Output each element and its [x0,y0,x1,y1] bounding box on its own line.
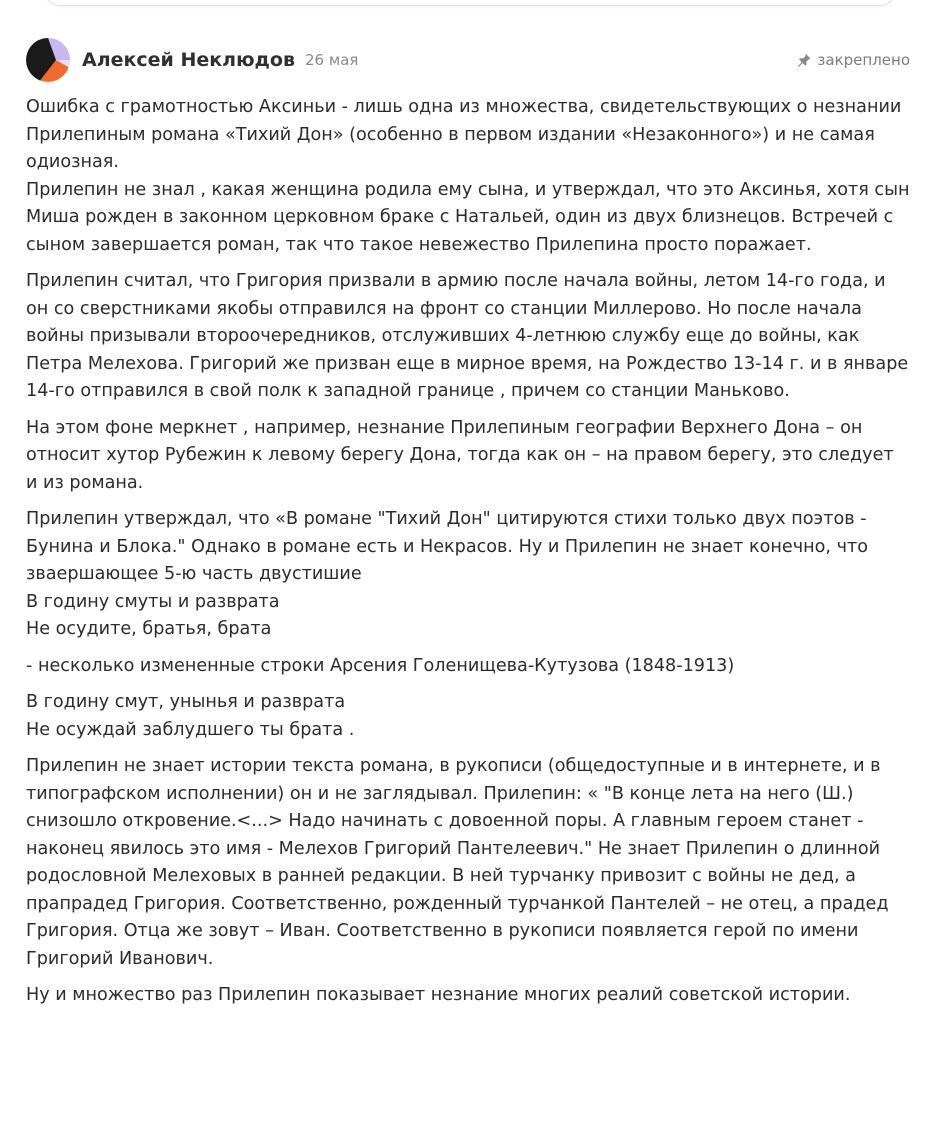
top-bar [44,0,896,6]
post-paragraph: Ошибка с грамотностью Аксиньи - лишь одна из множества, свидетельствующих о незнании Прилепиным романа «Тихий Дон» (особенно в первом издании «Незаконного») и не самая одиозная. Прилепин не знал , какая женщина родила ему сына, и утверждал, что это Аксинья, хотя сын Миша рожден в законном церковном браке с Натальей, один из двух близнецов. Встречей с сыном завершается роман, так что такое невежество Прилепина просто поражает. [26,97,910,255]
pinned-label: закреплено [817,51,910,69]
post-header [26,38,910,82]
post-paragraph: Прилепин утверждал, что «В романе "Тихий Дон" цитируются стихи только двух поэтов - Бунина и Блока." Однако в романе есть и Некрасов. Ну и Прилепин не знает конечно, что зваершающее 5-ю часть двустишие В годину смуты и разврата Не осудите, братья, брата [26,509,868,639]
pin-icon [796,52,812,68]
post-card [26,38,910,1019]
post-paragraph: В годину смут, унынья и разврата Не осуждай заблудшего ты брата . [26,692,355,740]
post-paragraph: - несколько измененные строки Арсения Голенищева-Кутузова (1848-1913) [26,655,735,676]
post-paragraph: Прилепин не знает истории текста романа, в рукописи (общедоступные и в интернете, и в типографском исполнении) он и не заглядывал. Прилепин: « "В конце лета на него (Ш.) снизошло откровение.<...> Надо начинать с довоенной поры. А главным героем станет - наконец явилось это имя - Мелехов Григорий Пантелеевич." Не знает Прилепин о длинной родословной Мелеховых в ранней редакции. В ней турчанку привозит с войны не дед, а прапрадед Григория. Соответственно, рожденный турчанкой Пантелей – не отец, а прадед Григория. Отца же зовут – Иван. Соответственно в рукописи появляется герой по имени Григорий Иванович. [26,756,889,969]
post-paragraph: На этом фоне меркнет , например, незнание Прилепиным географии Верхнего Дона – он относит хутор Рубежин к левому берегу Дона, тогда как он – на правом берегу, это следует и из романа. [26,417,894,493]
avatar[interactable] [26,38,70,82]
post-paragraph: Ну и множество раз Прилепин показывает незнание многих реалий советской истории. [26,985,851,1005]
pinned-indicator [796,51,910,69]
avatar-logo-icon [26,38,70,82]
author-name[interactable]: Алексей Неклюдов [82,49,295,71]
post-body [26,94,910,1010]
post-paragraph: Прилепин считал, что Григория призвали в армию после начала войны, летом 14-го года, и он со сверстниками якобы отправился на фронт со станции Миллерово. Но после начала войны призывали второочередников, отслуживших 4-летнюю службу еще до войны, как Петра Мелехова. Григорий же призван еще в мирное время, на Рождество 13-14 г. и в январе 14-го отправился в свой полк к западной границе , причем со станции Маньково. [26,271,909,401]
post-date[interactable]: 26 мая [304,51,359,69]
